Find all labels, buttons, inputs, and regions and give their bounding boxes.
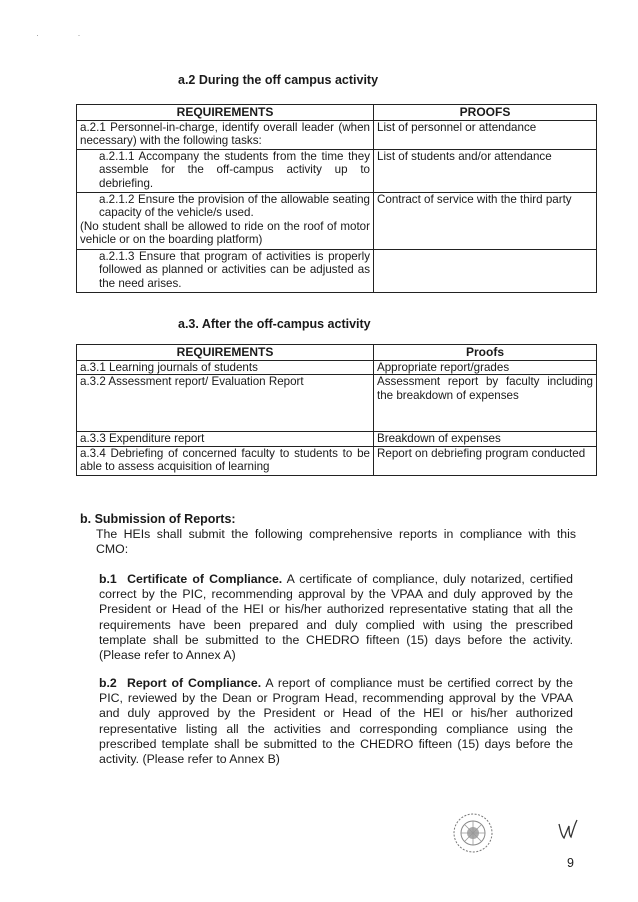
section-a2-heading: a.2 During the off campus activity bbox=[178, 73, 379, 87]
proof-cell: Contract of service with the third party bbox=[374, 193, 597, 250]
proof-cell: List of personnel or attendance bbox=[374, 121, 597, 150]
table-row bbox=[77, 361, 597, 375]
requirement-cell: a.3.1 Learning journals of students bbox=[77, 361, 374, 375]
col-proofs-header: Proofs bbox=[374, 345, 597, 361]
requirement-cell bbox=[77, 193, 374, 250]
table-row bbox=[77, 121, 597, 150]
b1-text: A certificate of compliance, duly notarized, certified correct by the PIC, recommending approval by the VPAA and duly approved by the President or Head of the HEI or his/her authorized representative stating that all the requirements have been prepared and duly complied with using the prescribed template shall be submitted to the CHEDRO fifteen (15) days before the activity. (Please refer to Annex A) bbox=[99, 572, 573, 663]
table-header-row bbox=[77, 345, 597, 361]
table-row bbox=[77, 446, 597, 475]
proof-cell: Assessment report by faculty including the breakdown of expenses bbox=[374, 375, 597, 432]
official-seal-icon bbox=[452, 812, 494, 854]
proof-cell: List of students and/or attendance bbox=[374, 150, 597, 193]
table-a3 bbox=[76, 344, 597, 476]
table-a2 bbox=[76, 104, 597, 293]
requirement-cell: a.3.3 Expenditure report bbox=[77, 432, 374, 446]
proof-cell: Appropriate report/grades bbox=[374, 361, 597, 375]
col-requirements-header: REQUIREMENTS bbox=[77, 105, 374, 121]
b1-number: b.1 bbox=[99, 572, 117, 586]
col-requirements-header: REQUIREMENTS bbox=[77, 345, 374, 361]
section-b-intro: The HEIs shall submit the following comprehensive reports in compliance with this CMO: bbox=[96, 527, 576, 557]
proof-cell: Breakdown of expenses bbox=[374, 432, 597, 446]
requirement-note: (No student shall be allowed to ride on the roof of motor vehicle or on the boarding platform) bbox=[80, 219, 370, 246]
page-number: 9 bbox=[567, 856, 574, 870]
scan-specks: · · bbox=[36, 30, 99, 40]
proof-cell bbox=[374, 250, 597, 293]
table-row bbox=[77, 150, 597, 193]
requirement-cell: a.2.1.3 Ensure that program of activities is properly followed as planned or activities can be adjusted as the need arises. bbox=[77, 250, 374, 293]
col-proofs-header: PROOFS bbox=[374, 105, 597, 121]
table-row bbox=[77, 432, 597, 446]
table-row bbox=[77, 375, 597, 432]
b2-paragraph bbox=[99, 676, 573, 767]
proof-cell: Report on debriefing program conducted bbox=[374, 446, 597, 475]
table-header-row bbox=[77, 105, 597, 121]
requirement-cell: a.3.2 Assessment report/ Evaluation Report bbox=[77, 375, 374, 432]
requirement-cell: a.2.1 Personnel-in-charge, identify overall leader (when necessary) with the following tasks: bbox=[77, 121, 374, 150]
handwritten-initial-icon bbox=[556, 818, 578, 847]
section-b-heading: b. Submission of Reports: bbox=[80, 512, 236, 526]
b1-title: Certificate of Compliance. bbox=[127, 572, 283, 586]
requirement-cell: a.2.1.1 Accompany the students from the time they assemble for the off-campus activity up to debriefing. bbox=[77, 150, 374, 193]
requirement-cell: a.3.4 Debriefing of concerned faculty to students to be able to assess acquisition of learning bbox=[77, 446, 374, 475]
b2-number: b.2 bbox=[99, 676, 117, 690]
b1-paragraph bbox=[99, 572, 573, 663]
table-row bbox=[77, 193, 597, 250]
table-row bbox=[77, 250, 597, 293]
requirement-text: a.2.1.2 Ensure the provision of the allowable seating capacity of the vehicle/s used. bbox=[99, 193, 370, 220]
b2-text: A report of compliance must be certified correct by the PIC, reviewed by the Dean or Program Head, recommending approval by the VPAA and duly approved by the President or Head of the HEI or his/her authorized representative listing all the activities and corresponding compliance using the prescribed template shall be submitted to the CHEDRO fifteen (15) days before the activity. (Please refer to Annex B) bbox=[99, 676, 573, 767]
b2-title: Report of Compliance. bbox=[126, 676, 262, 690]
section-a3-heading: a.3. After the off-campus activity bbox=[178, 317, 371, 331]
